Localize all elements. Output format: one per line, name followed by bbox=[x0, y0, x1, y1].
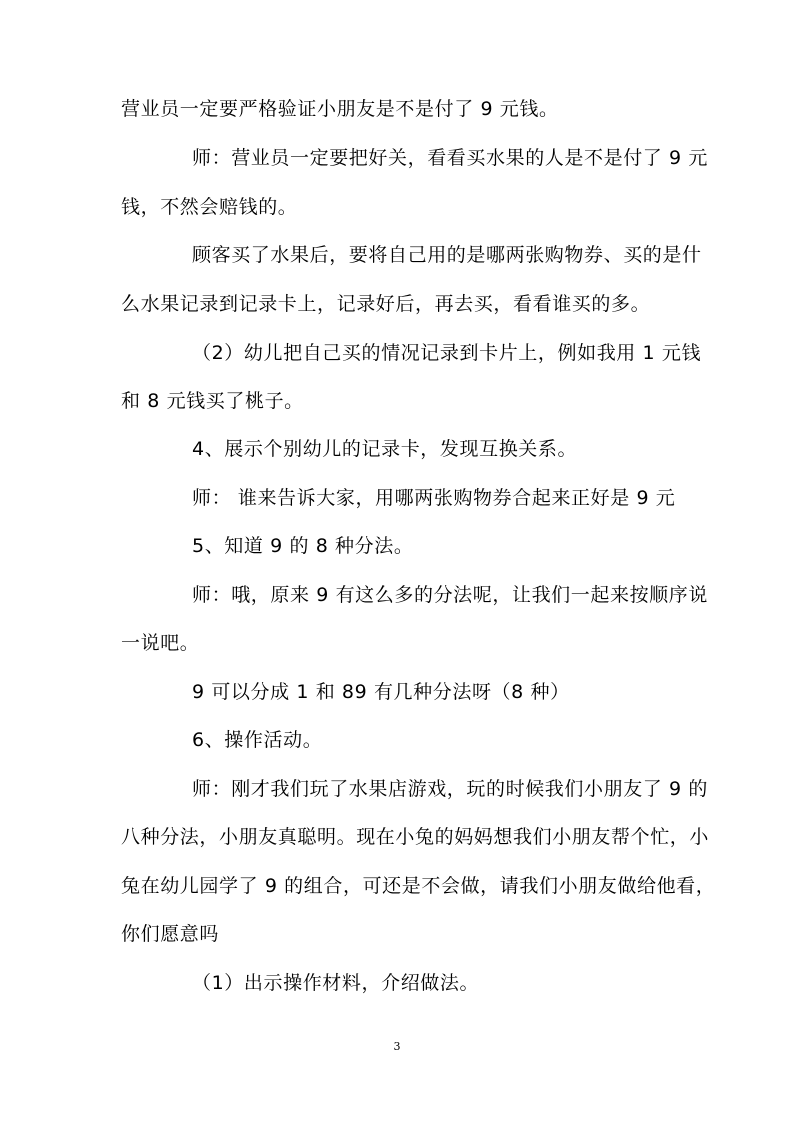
text-line: 八种分法，小朋友真聪明。现在小兔的妈妈想我们小朋友帮个忙，小 bbox=[121, 826, 710, 848]
text-line: 一说吧。 bbox=[121, 632, 200, 654]
text-line: （2）幼儿把自己买的情况记录到卡片上，例如我用 1 元钱 bbox=[192, 342, 702, 364]
text-line: 和 8 元钱买了桃子。 bbox=[121, 390, 304, 412]
text-line: 顾客买了水果后，要将自己用的是哪两张购物券、买的是什 bbox=[192, 244, 702, 266]
text-line: 师：哦，原来 9 有这么多的分法呢，让我们一起来按顺序说 bbox=[192, 584, 708, 606]
page-number: 3 bbox=[393, 1040, 401, 1053]
text-line: 4、展示个别幼儿的记录卡，发现互换关系。 bbox=[192, 438, 578, 460]
text-line: 兔在幼儿园学了 9 的组合，可还是不会做，请我们小朋友做给他看， bbox=[121, 875, 716, 897]
text-line: 你们愿意吗 bbox=[121, 923, 220, 945]
text-line: 师：刚才我们玩了水果店游戏，玩的时候我们小朋友了 9 的 bbox=[192, 778, 708, 800]
text-line: 师：营业员一定要把好关，看看买水果的人是不是付了 9 元 bbox=[192, 147, 708, 169]
text-line: （1）出示操作材料，介绍做法。 bbox=[192, 972, 480, 994]
text-line: 9 可以分成 1 和 89 有几种分法呀（8 种） bbox=[192, 681, 570, 703]
text-line: 么水果记录到记录卡上，记录好后，再去买，看看谁买的多。 bbox=[121, 293, 651, 315]
text-line: 营业员一定要严格验证小朋友是不是付了 9 元钱。 bbox=[121, 98, 559, 120]
text-line: 师： 谁来告诉大家，用哪两张购物券合起来正好是 9 元 bbox=[192, 487, 676, 509]
text-line: 6、操作活动。 bbox=[192, 729, 323, 751]
text-line: 钱，不然会赔钱的。 bbox=[121, 196, 298, 218]
text-line: 5、知道 9 的 8 种分法。 bbox=[192, 535, 414, 557]
